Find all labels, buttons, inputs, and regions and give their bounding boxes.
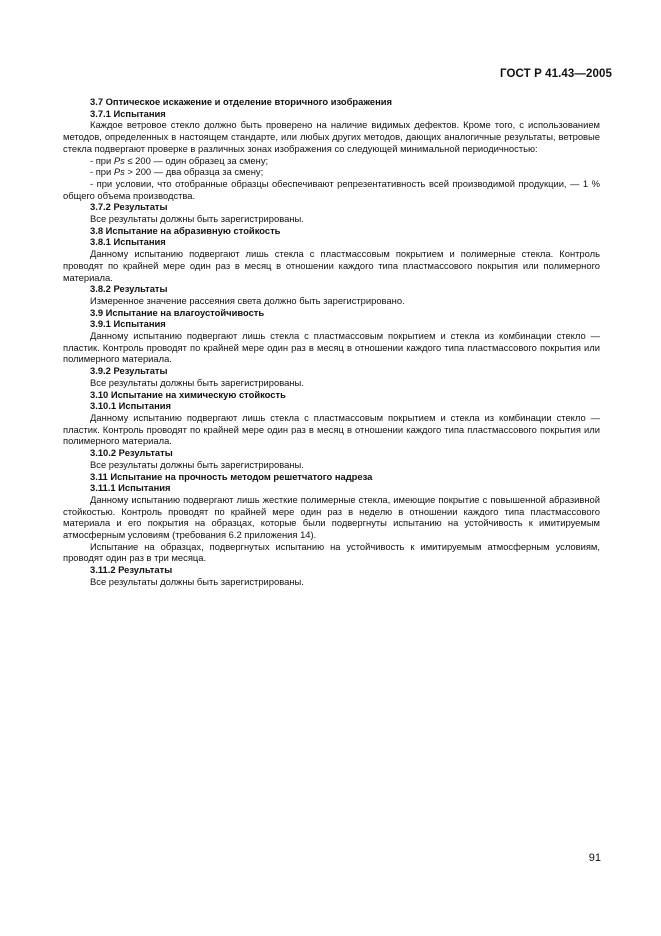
subsection-heading: 3.8.2 Результаты — [90, 283, 168, 295]
body-paragraph: Испытание на образцах, подвергнутых испытанию на устойчивость к имитируемым атмосферным условиям, проводят один раз в три месяца. — [63, 540, 600, 564]
body-paragraph: Каждое ветровое стекло должно быть проверено на наличие видимых дефектов. Кроме того, с использованием методов, определенных в настоящем стандарте, или любых других методов, дающих аналогичные результаты, ветровые стекла подвергают проверке в различных зонах изображения со следующей минимальной периодичностью: — [63, 119, 600, 154]
section-heading: 3.11 Испытание на прочность методом решетчатого надреза — [90, 470, 373, 482]
body-paragraph: Все результаты должны быть зарегистрированы. — [90, 575, 304, 587]
subsection-heading: 3.10.1 Испытания — [90, 400, 171, 412]
section-heading: 3.10 Испытание на химическую стойкость — [90, 388, 286, 400]
document-header: ГОСТ Р 41.43—2005 — [500, 68, 612, 80]
body-paragraph: Все результаты должны быть зарегистрированы. — [90, 376, 304, 388]
body-paragraph: Данному испытанию подвергают лишь стекла с пластмассовым покрытием и полимерные стекла. Контроль проводят по крайней мере один раз в месяц в отношении каждого типа пластмассового покрытия или полимерного материала. — [63, 248, 600, 283]
page-number: 91 — [588, 852, 601, 864]
subsection-heading: 3.11.1 Испытания — [90, 482, 171, 494]
body-paragraph: Данному испытанию подвергают лишь жесткие полимерные стекла, имеющие покрытие с повышенной абразивной стойкостью. Контроль проводят по крайней мере один раз в неделю в отношении каждого типа пластмассового материала и его покрытия на образцах, которые были подвергнуты испытанию на устойчивость к имитируемым атмосферным условиям (требования 6.2 приложения 14). — [63, 493, 600, 541]
section-heading: 3.9 Испытание на влагоустойчивость — [90, 306, 265, 318]
list-item: - при условии, что отобранные образцы обеспечивают репрезентативность всей производимой продукции, — 1 % общего объема производства. — [63, 177, 600, 201]
subsection-heading: 3.7.2 Результаты — [90, 201, 168, 213]
document-body — [63, 96, 600, 588]
subsection-heading: 3.9.2 Результаты — [90, 365, 168, 377]
body-paragraph: Данному испытанию подвергают лишь стекла с пластмассовым покрытием и стекла из комбинации стекло — пластик. Контроль проводят по крайней мере один раз в месяц в отношении каждого типа пластмассового покрытия или полимерного материала. — [63, 411, 600, 447]
body-paragraph: Данному испытанию подвергают лишь стекла с пластмассовым покрытием и стекла из комбинации стекло — пластик. Контроль проводят по крайней мере один раз в месяц в отношении каждого типа пластмассового покрытия или полимерного материала. — [63, 330, 600, 365]
subsection-heading: 3.10.2 Результаты — [90, 447, 173, 459]
subsection-heading: 3.11.2 Результаты — [90, 564, 173, 576]
subsection-heading: 3.9.1 Испытания — [90, 318, 166, 330]
section-heading: 3.7 Оптическое искажение и отделение вторичного изображения — [90, 96, 393, 107]
subsection-heading: 3.8.1 Испытания — [90, 236, 166, 248]
section-heading: 3.8 Испытание на абразивную стойкость — [90, 224, 281, 236]
body-paragraph: Все результаты должны быть зарегистрированы. — [90, 213, 304, 225]
list-item: - при Ps ≤ 200 — один образец за смену; — [90, 154, 269, 166]
list-item: - при Ps > 200 — два образца за смену; — [90, 166, 264, 178]
body-paragraph: Измеренное значение рассеяния света должно быть зарегистрировано. — [90, 294, 405, 306]
subsection-heading: 3.7.1 Испытания — [90, 107, 166, 119]
body-paragraph: Все результаты должны быть зарегистрированы. — [90, 458, 304, 470]
